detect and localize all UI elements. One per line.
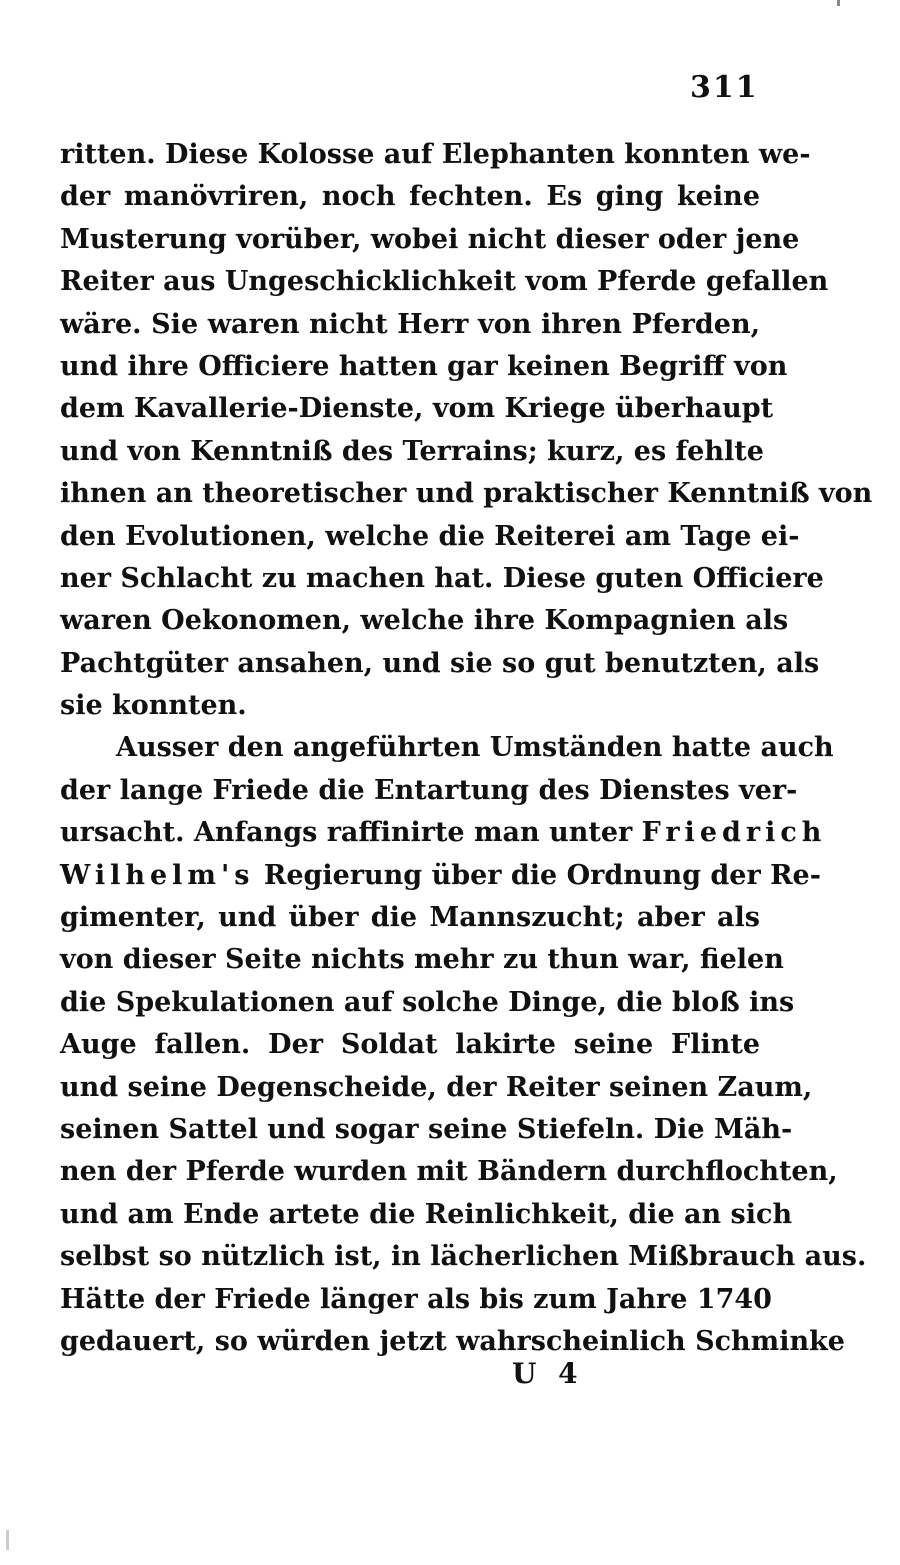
text-segment: Regierung über die Ordnung der Re- bbox=[263, 859, 821, 891]
text-line: gimenter, und über die Mannszucht; aber als bbox=[60, 902, 760, 934]
text-line: seinen Sattel und sogar seine Stiefeln. Die Mäh- bbox=[60, 1113, 793, 1145]
scan-mark-top bbox=[837, 0, 840, 6]
text-segment: ursacht. Anfangs raffinirte man unter bbox=[60, 817, 633, 849]
emphasized-name: Wilhelm's bbox=[60, 859, 255, 891]
text-line: der lange Friede die Entartung des Dienstes ver- bbox=[60, 774, 798, 806]
text-line: ner Schlacht zu machen hat. Diese guten Officiere bbox=[60, 562, 824, 594]
text-line: gedauert, so würden jetzt wahrscheinlich Schminke bbox=[60, 1325, 845, 1357]
text-line: Pachtgüter ansahen, und sie so gut benutzten, als bbox=[60, 647, 820, 679]
text-line bbox=[60, 855, 821, 897]
scan-mark-left bbox=[6, 1530, 9, 1550]
text-line: Ausser den angeführten Umständen hatte auch bbox=[116, 732, 834, 764]
text-line: die Spekulationen auf solche Dinge, die bloß ins bbox=[60, 986, 795, 1018]
text-line: und seine Degenscheide, der Reiter seinen Zaum, bbox=[60, 1071, 813, 1103]
body-text bbox=[60, 134, 873, 1363]
text-line: von dieser Seite nichts mehr zu thun war, fielen bbox=[60, 944, 784, 976]
emphasized-name: Friedrich bbox=[641, 817, 827, 849]
text-line: Musterung vorüber, wobei nicht dieser oder jene bbox=[60, 223, 800, 255]
text-line: Auge fallen. Der Soldat lakirte seine Flinte bbox=[60, 1029, 760, 1061]
text-line: ritten. Diese Kolosse auf Elephanten konnten we- bbox=[60, 139, 811, 170]
text-line bbox=[60, 812, 827, 854]
text-line: sie konnten. bbox=[60, 690, 247, 722]
page-number: 311 bbox=[690, 70, 759, 105]
text-line: ihnen an theoretischer und praktischer Kenntniß von bbox=[60, 478, 873, 510]
text-line: der manövriren, noch fechten. Es ging keine bbox=[60, 181, 760, 213]
text-line: und am Ende artete die Reinlichkeit, die an sich bbox=[60, 1198, 793, 1230]
text-line: und von Kenntniß des Terrains; kurz, es fehlte bbox=[60, 435, 764, 467]
text-line: und ihre Officiere hatten gar keinen Begriff von bbox=[60, 350, 788, 382]
text-line: den Evolutionen, welche die Reiterei am Tage ei- bbox=[60, 520, 800, 552]
signature-mark: U 4 bbox=[512, 1357, 584, 1390]
text-line: dem Kavallerie-Dienste, vom Kriege überhaupt bbox=[60, 393, 774, 425]
text-line: Reiter aus Ungeschicklichkeit vom Pferde gefallen bbox=[60, 266, 829, 298]
text-line: Hätte der Friede länger als bis zum Jahre 1740 bbox=[60, 1283, 772, 1315]
text-line: selbst so nützlich ist, in lächerlichen Mißbrauch aus. bbox=[60, 1241, 867, 1273]
text-line: nen der Pferde wurden mit Bändern durchflochten, bbox=[60, 1156, 838, 1188]
text-line: wäre. Sie waren nicht Herr von ihren Pferden, bbox=[60, 308, 760, 340]
text-line: waren Oekonomen, welche ihre Kompagnien als bbox=[60, 605, 789, 637]
